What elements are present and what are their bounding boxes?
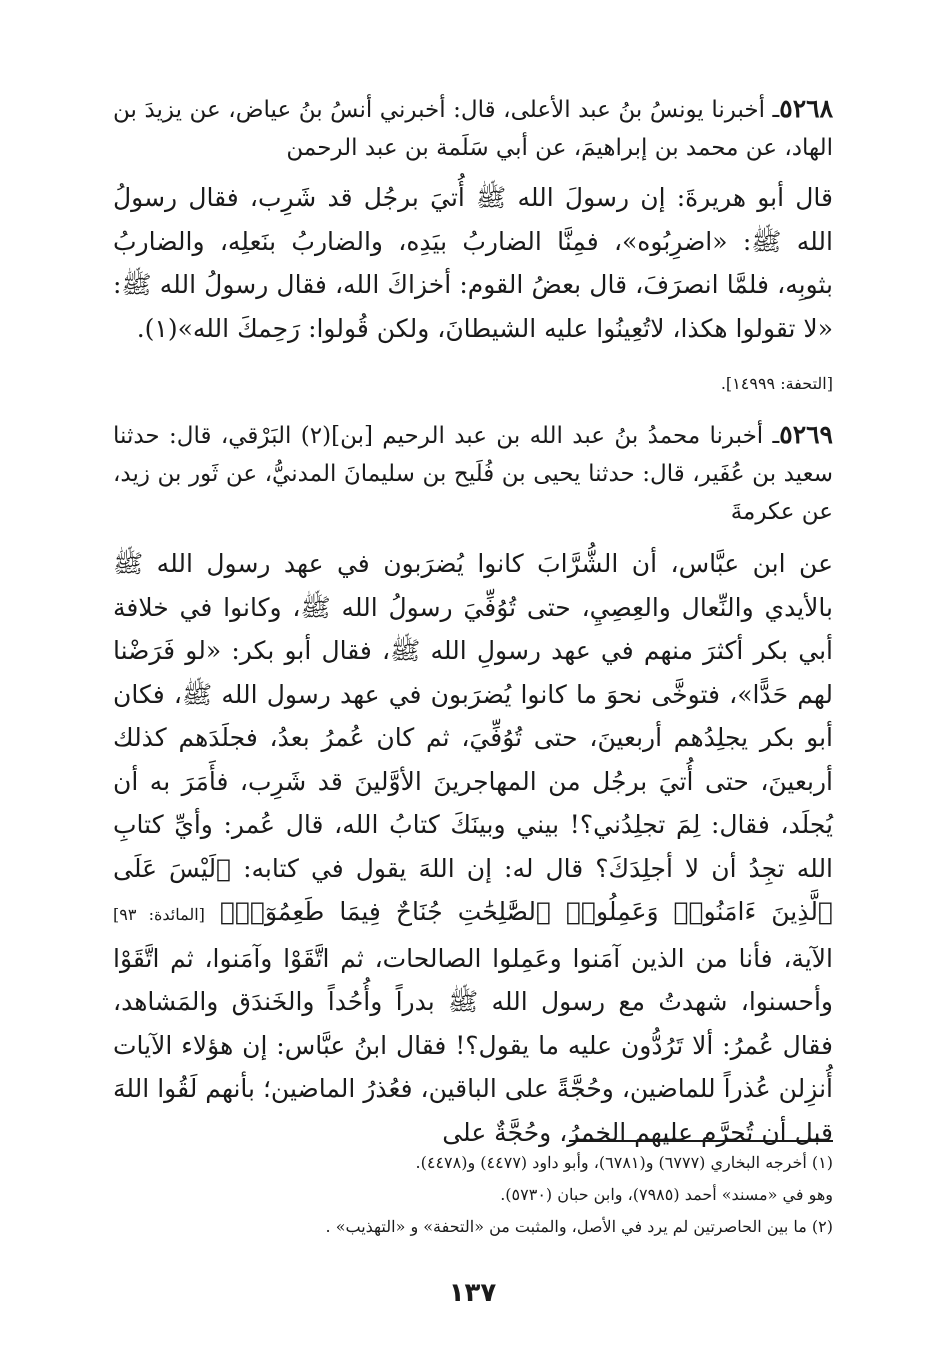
tuhfa-text: [التحفة: ١٤٩٩٩]. <box>720 374 833 393</box>
matn-text-1: عن ابن عبَّاس، أن الشُّرَّابَ كانوا يُضرَبون في عهد رسول الله ﷺ بالأيدي والنِّعال والعِصِيِ، حتى تُوُفِّيَ رسولُ الله ﷺ، وكانوا في خلافة أبي بكر أكثرَ منهم في عهد رسولِ الله ﷺ، فقال أبو بكر: «لو فَرَضْنا لهم حَدًّا»، فتوخَّى نحوَ ما كانوا يُضرَبون في عهد رسول الله ﷺ، فكان أبو بكر يجلِدُهم أربعينَ، حتى تُوُفِّيَ، ثم كان عُمرُ بعدُ، فجلَدَهم كذلك أربعينَ، حتى أُتيَ برجُل من المهاجرينَ الأوَّلينَ قد شَرِب، فأَمَرَ به أن يُجلَد، فقال: لِمَ تجلِدُني؟! بيني وبينَكَ كتابُ الله، قال عُمر: وأيِّ كتابِ الله تجِدُ أن لا أجلِدَكَ؟ قال له: إن اللهَ يقول في كتابه: <box>113 549 834 883</box>
matn-text-2: الآية، فأنا من الذين آمَنوا وعَمِلوا الصالحات، ثم اتَّقَوْا وآمَنوا، ثم اتَّقَوْا وأحسنوا، شهدتُ مع رسول الله ﷺ بدراً وأُحُداً والخَندَق والمَشاهد، فقال عُمرُ: ألا تَرُدُّون عليه ما يقول؟! فقال ابنُ عبَّاس: إن هؤلاء الآيات أُنزِلن عُذراً للماضين، وحُجَّةً على الباقين، فعُذرُ الماضين؛ بأنهم لَقُوا اللهَ قبل أن تُحرَّم عليهم الخمرُ، وحُجَّةٌ على <box>113 943 833 1147</box>
footnote-1-cont: وهو في «مسند» أحمد (٧٩٨٥)، وابن حبان (٥٧٣٠). <box>500 1185 833 1204</box>
tuhfa-reference <box>113 372 833 396</box>
hadith-5268-isnad <box>113 90 833 167</box>
page-number: ١٣٧ <box>448 1278 497 1308</box>
hadith-number: ٥٢٦٩ <box>779 420 833 449</box>
quran-verse: ﴿لَيْسَ عَلَى ٱلَّذِينَ ءَامَنُوا۟ وَعَمِلُوا۟ ٱلصَّٰلِحَٰتِ جُنَاحٌ فِيمَا طَعِمُوٓا۟﴾ <box>113 853 833 926</box>
footnote-2: (٢) ما بين الحاصرتين لم يرد في الأصل، والمثبت من «التحفة» و «التهذيب» . <box>325 1217 833 1236</box>
hadith-number: ٥٢٦٨ <box>779 94 833 123</box>
matn-text: قال أبو هريرةَ: إن رسولَ الله ﷺ أُتيَ برجُل قد شَرِب، فقال رسولُ الله ﷺ: «اضرِبُوه»، فمِنَّا الضاربُ بيَدِه، والضاربُ بنَعلِه، والضاربُ بثوبِه، فلمَّا انصرَفَ، قال بعضُ القوم: أخزاكَ الله، فقال رسولُ الله ﷺ: «لا تقولوا هكذا، لاتُعِينُوا عليه الشيطانَ، ولكن قُولوا: رَحِمكَ الله»(١). <box>113 183 833 343</box>
isnad-text: ـ أخبرنا محمدُ بنُ عبد الله بن عبد الرحيم [بن](٢) البَرْقي، قال: حدثنا سعيد بن عُفَير، قال: حدثنا يحيى بن فُلَيح بن سليمانَ المدنيُّ، عن ثَور بن زيد، عن عكرمةَ <box>113 423 833 525</box>
footnote-divider <box>569 1140 833 1142</box>
verse-reference: [المائدة: ٩٣] <box>113 905 205 924</box>
footnote-1: (١) أخرجه البخاري (٦٧٧٧) و(٦٧٨١)، وأبو داود (٤٤٧٧) و(٤٤٧٨). <box>415 1153 833 1172</box>
isnad-text: ـ أخبرنا يونسُ بنُ عبد الأعلى، قال: أخبرني أنسُ بنُ عياض، عن يزيدَ بن الهاد، عن محمد بن إبراهيمَ، عن أبي سَلَمة بن عبد الرحمن <box>113 97 833 161</box>
hadith-5269-isnad <box>113 416 833 531</box>
hadith-5269-matn <box>113 542 833 1154</box>
footnotes <box>113 1152 833 1238</box>
hadith-5268-matn <box>113 176 833 350</box>
